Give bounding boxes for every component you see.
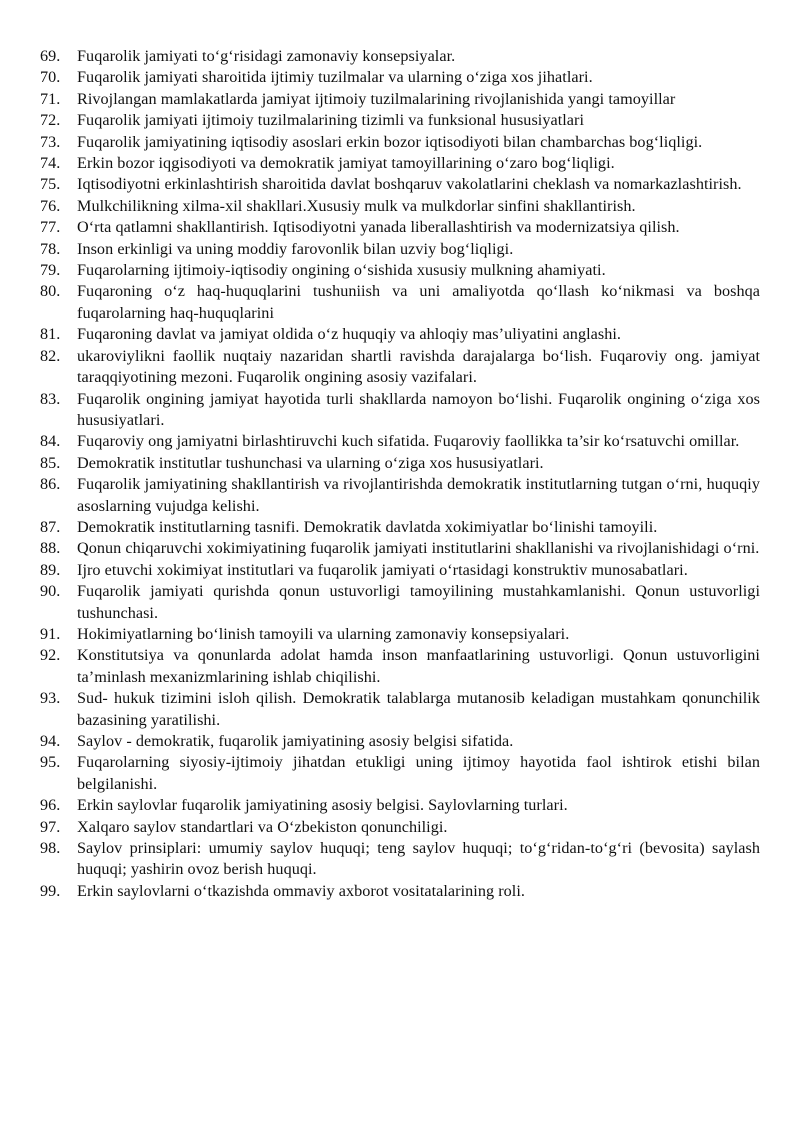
list-item bbox=[40, 538, 760, 559]
item-number: 84. bbox=[40, 432, 61, 451]
list-item bbox=[40, 517, 760, 538]
item-text: Fuqarolik jamiyatining shakllantirish va rivojlantirishda demokratik institutlarning tutgan o‘rni, huquqiy asoslarning vujudga kelishi. bbox=[77, 475, 760, 515]
list-item bbox=[40, 389, 760, 432]
item-text: Fuqaroning o‘z haq-huquqlarini tushuniish va uni amaliyotda qo‘llash ko‘nikmasi va boshqa fuqarolarning haq-huquqlarini bbox=[77, 282, 760, 322]
item-text: Ijro etuvchi xokimiyat institutlari va fuqarolik jamiyati o‘rtasidagi konstruktiv munosabatlari. bbox=[77, 560, 688, 579]
item-text: Demokratik institutlarning tasnifi. Demokratik davlatda xokimiyatlar bo‘linishi tamoyili. bbox=[77, 517, 658, 536]
list-item bbox=[40, 795, 760, 816]
item-text: Rivojlangan mamlakatlarda jamiyat ijtimoiy tuzilmalarining rivojlanishida yangi tamoyillar bbox=[77, 89, 676, 108]
item-text: Fuqarolik ongining jamiyat hayotida turli shakllarda namoyon bo‘lishi. Fuqarolik ongining o‘ziga xos hususiyatlari. bbox=[77, 389, 760, 429]
item-text: Fuqarolik jamiyati qurishda qonun ustuvorligi tamoyilining mustahkamlanishi. Qonun ustuvorligi tushunchasi. bbox=[77, 582, 760, 622]
item-number: 94. bbox=[40, 732, 61, 750]
list-item bbox=[40, 239, 760, 260]
list-item bbox=[40, 752, 760, 795]
item-number: 72. bbox=[40, 111, 61, 130]
list-item bbox=[40, 474, 760, 517]
item-number: 93. bbox=[40, 689, 61, 708]
item-number: 73. bbox=[40, 132, 61, 151]
item-number: 70. bbox=[40, 68, 61, 87]
list-item bbox=[40, 324, 760, 345]
item-number: 71. bbox=[40, 89, 61, 108]
item-number: 83. bbox=[40, 389, 61, 408]
item-number: 89. bbox=[40, 560, 61, 579]
item-text: Iqtisodiyotni erkinlashtirish sharoitida davlat boshqaruv vakolatlarini cheklash va nomarkazlashtirish. bbox=[77, 175, 742, 194]
item-number: 80. bbox=[40, 282, 61, 301]
item-number: 88. bbox=[40, 539, 61, 558]
list-item bbox=[40, 110, 760, 131]
item-number: 75. bbox=[40, 175, 61, 194]
item-text: Erkin saylovlar fuqarolik jamiyatining asosiy belgisi. Saylovlarning turlari. bbox=[77, 796, 568, 815]
list-item bbox=[40, 153, 760, 174]
list-item bbox=[40, 89, 760, 110]
item-number: 96. bbox=[40, 796, 61, 815]
item-text: Fuqaroviy ong jamiyatni birlashtiruvchi kuch sifatida. Fuqaroviy faollikka ta’sir ko‘rsatuvchi omillar. bbox=[77, 432, 740, 451]
list-item bbox=[40, 431, 760, 452]
numbered-list bbox=[40, 46, 760, 902]
item-text: Konstitutsiya va qonunlarda adolat hamda inson manfaatlarining ustuvorligi. Qonun ustuvorligini ta’minlash mexanizmlarining ishlab chiqilishi. bbox=[77, 646, 760, 686]
item-text: O‘rta qatlamni shakllantirish. Iqtisodiyotni yanada liberallashtirish va modernizatsiya qilish. bbox=[77, 218, 680, 237]
item-text: Mulkchilikning xilma-xil shakllari.Xususiy mulk va mulkdorlar sinfini shakllantirish. bbox=[77, 196, 636, 215]
list-item bbox=[40, 838, 760, 881]
item-number: 82. bbox=[40, 346, 61, 365]
list-item bbox=[40, 624, 760, 645]
item-text: Saylov prinsiplari: umumiy saylov huquqi; teng saylov huquqi; to‘g‘ridan-to‘g‘ri (bevosita) saylash huquqi; yashirin ovoz berish huquqi. bbox=[77, 839, 760, 879]
item-number: 87. bbox=[40, 517, 61, 536]
list-item bbox=[40, 453, 760, 474]
item-number: 91. bbox=[40, 624, 61, 643]
list-item bbox=[40, 46, 760, 67]
item-text: Fuqarolik jamiyati ijtimoiy tuzilmalarining tizimli va funksional hususiyatlari bbox=[77, 111, 585, 130]
item-text: Sud- hukuk tizimini isloh qilish. Demokratik talablarga mutanosib keladigan mustahkam qonunchilik bazasining yaratilishi. bbox=[77, 689, 760, 729]
item-number: 78. bbox=[40, 239, 61, 258]
list-item bbox=[40, 645, 760, 688]
list-item bbox=[40, 260, 760, 281]
list-item bbox=[40, 217, 760, 238]
list-item bbox=[40, 881, 760, 902]
item-number: 98. bbox=[40, 839, 61, 858]
item-number: 74. bbox=[40, 154, 61, 173]
list-item bbox=[40, 581, 760, 624]
item-text: Fuqaroning davlat va jamiyat oldida o‘z huquqiy va ahloqiy mas’uliyatini anglashi. bbox=[77, 325, 622, 344]
list-item bbox=[40, 817, 760, 838]
item-number: 95. bbox=[40, 753, 61, 772]
item-number: 97. bbox=[40, 817, 61, 836]
item-text: Xalqaro saylov standartlari va O‘zbekiston qonunchiligi. bbox=[77, 817, 448, 836]
item-number: 77. bbox=[40, 218, 61, 237]
item-text: Demokratik institutlar tushunchasi va ularning o‘ziga xos hususiyatlari. bbox=[77, 453, 544, 472]
item-text: Fuqarolik jamiyati to‘g‘risidagi zamonaviy konsepsiyalar. bbox=[77, 47, 456, 65]
list-item bbox=[40, 196, 760, 217]
item-text: Fuqarolarning siyosiy-ijtimoiy jihatdan etukligi uning ijtimoy hayotida faol ishtirok etishi bilan belgilanishi. bbox=[77, 753, 760, 793]
item-number: 86. bbox=[40, 475, 61, 494]
list-item bbox=[40, 174, 760, 195]
list-item bbox=[40, 281, 760, 324]
list-item bbox=[40, 688, 760, 731]
list-item bbox=[40, 560, 760, 581]
item-number: 92. bbox=[40, 646, 61, 665]
list-item bbox=[40, 67, 760, 88]
item-number: 81. bbox=[40, 325, 61, 344]
item-text: Inson erkinligi va uning moddiy farovonlik bilan uzviy bog‘liqligi. bbox=[77, 239, 514, 258]
item-number: 85. bbox=[40, 453, 61, 472]
list-item bbox=[40, 731, 760, 752]
item-text: Hokimiyatlarning bo‘linish tamoyili va ularning zamonaviy konsepsiyalari. bbox=[77, 624, 570, 643]
item-number: 79. bbox=[40, 261, 61, 280]
item-text: Fuqarolik jamiyati sharoitida ijtimiy tuzilmalar va ularning o‘ziga xos jihatlari. bbox=[77, 68, 593, 87]
item-text: Fuqarolik jamiyatining iqtisodiy asoslari erkin bozor iqtisodiyoti bilan chambarchas bog‘liqligi. bbox=[77, 132, 703, 151]
item-text: Erkin saylovlarni o‘tkazishda ommaviy axborot vositatalarining roli. bbox=[77, 881, 526, 900]
list-item bbox=[40, 132, 760, 153]
item-number: 76. bbox=[40, 196, 61, 215]
item-text: Qonun chiqaruvchi xokimiyatining fuqarolik jamiyati institutlarini shakllanishi va rivojlanishidagi o‘rni. bbox=[77, 539, 760, 558]
list-item bbox=[40, 346, 760, 389]
item-number: 90. bbox=[40, 582, 61, 601]
item-text: Saylov - demokratik, fuqarolik jamiyatining asosiy belgisi sifatida. bbox=[77, 732, 514, 750]
item-text: Fuqarolarning ijtimoiy-iqtisodiy ongining o‘sishida xususiy mulkning ahamiyati. bbox=[77, 261, 606, 280]
item-text: Erkin bozor iqgisodiyoti va demokratik jamiyat tamoyillarining o‘zaro bog‘liqligi. bbox=[77, 154, 615, 173]
item-text: ukaroviylikni faollik nuqtaiy nazaridan shartli ravishda darajalarga bo‘lish. Fuqaroviy ong. jamiyat taraqqiyotining mezoni. Fuqarolik ongining asosiy vazifalari. bbox=[77, 346, 760, 387]
item-number: 99. bbox=[40, 881, 61, 900]
item-number: 69. bbox=[40, 47, 61, 65]
